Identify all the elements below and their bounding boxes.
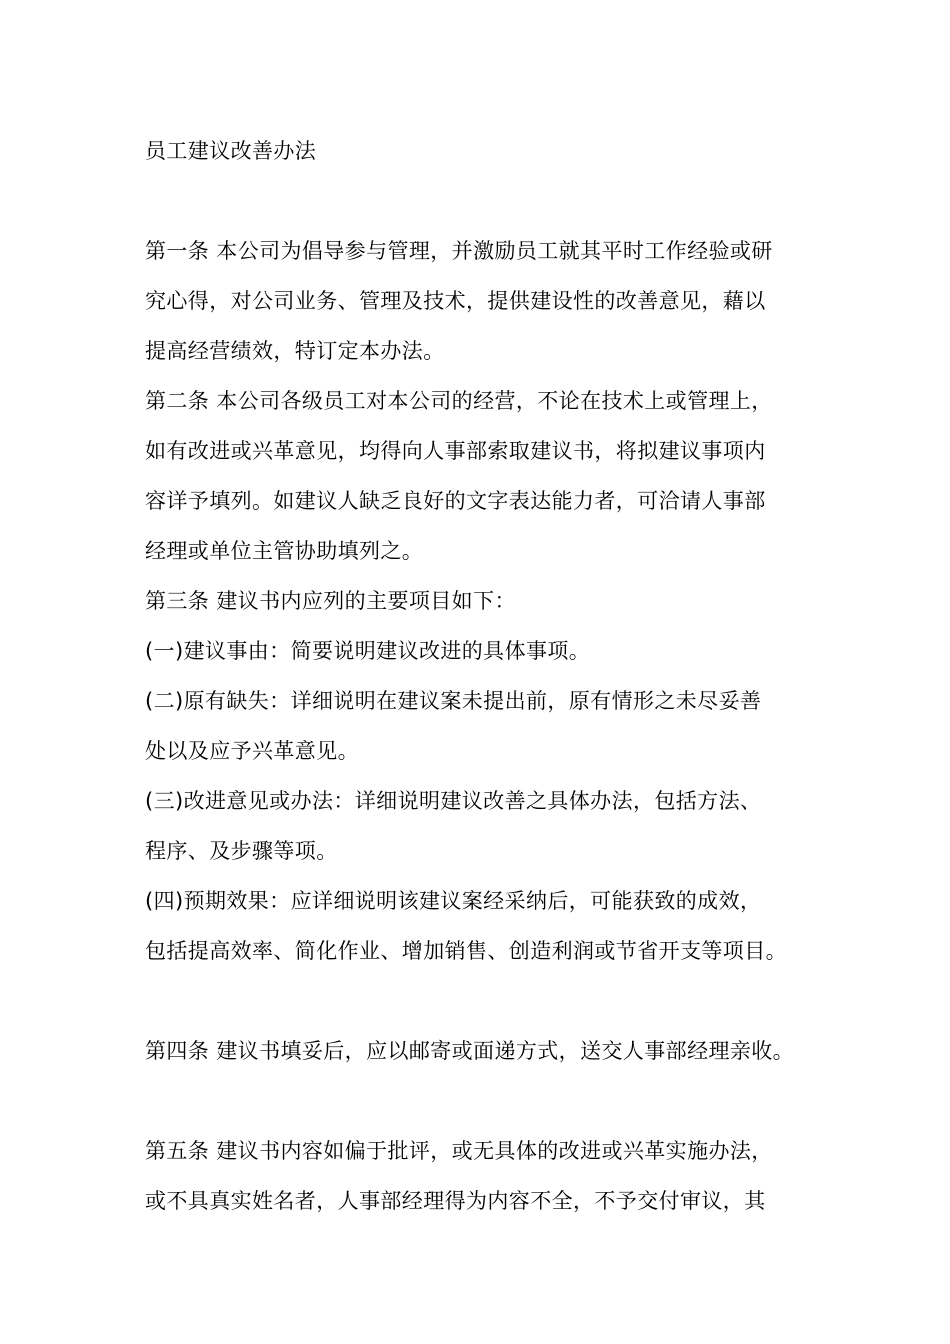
article-2-line-4: 经理或单位主管协助填列之。 <box>145 539 424 563</box>
article-3-line-1: 第三条 建议书内应列的主要项目如下： <box>145 589 516 613</box>
article-3-item-2-line-1: (二)原有缺失：详细说明在建议案未提出前，原有情形之未尽妥善 <box>145 689 762 713</box>
article-5-line-1: 第五条 建议书内容如偏于批评，或无具体的改进或兴革实施办法， <box>145 1139 773 1163</box>
article-2-line-2: 如有改进或兴革意见，均得向人事部索取建议书，将拟建议事项内 <box>145 439 766 463</box>
article-3-item-3-line-2: 程序、及步骤等项。 <box>145 839 338 863</box>
article-3-item-2-line-2: 处以及应予兴革意见。 <box>145 739 359 763</box>
article-3-item-4-line-2: 包括提高效率、简化作业、增加销售、创造利润或节省开支等项目。 <box>145 939 787 963</box>
article-2-line-1: 第二条 本公司各级员工对本公司的经营，不论在技术上或管理上， <box>145 389 773 413</box>
article-3-item-3-line-1: (三)改进意见或办法：详细说明建议改善之具体办法，包括方法、 <box>145 789 762 813</box>
document-title: 员工建议改善办法 <box>145 139 317 163</box>
article-1-line-2: 究心得，对公司业务、管理及技术，提供建设性的改善意见，藉以 <box>145 289 766 313</box>
article-3-item-1: (一)建议事由：简要说明建议改进的具体事项。 <box>145 639 591 663</box>
article-3-item-4-line-1: (四)预期效果：应详细说明该建议案经采纳后，可能获致的成效， <box>145 889 762 913</box>
article-1-line-3: 提高经营绩效，特订定本办法。 <box>145 339 445 363</box>
article-5-line-2: 或不具真实姓名者，人事部经理得为内容不全，不予交付审议，其 <box>145 1189 766 1213</box>
article-2-line-3: 容详予填列。如建议人缺乏良好的文字表达能力者，可洽请人事部 <box>145 489 766 513</box>
article-1-line-1: 第一条 本公司为倡导参与管理，并激励员工就其平时工作经验或研 <box>145 239 773 263</box>
article-4-line-1: 第四条 建议书填妥后，应以邮寄或面递方式，送交人事部经理亲收。 <box>145 1039 795 1063</box>
